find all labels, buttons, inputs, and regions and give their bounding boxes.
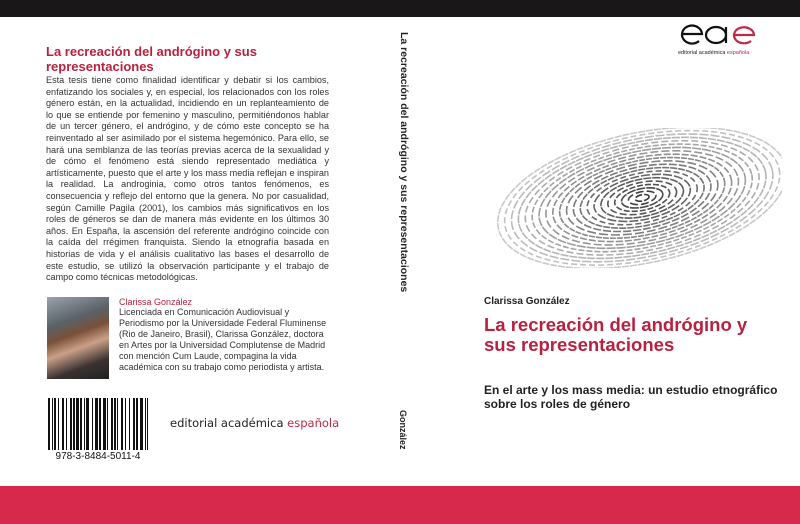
barcode-bar (147, 398, 148, 450)
fingerprint-ridge (515, 128, 770, 268)
barcode-bar (114, 398, 116, 450)
publisher-logo (678, 22, 758, 56)
fingerprint-ridge (545, 140, 740, 257)
barcode-bar (52, 398, 53, 450)
barcode-bar (58, 398, 59, 450)
fingerprint-ridge (590, 166, 695, 229)
back-publisher (170, 416, 339, 430)
barcode-bar (62, 398, 64, 450)
barcode (48, 398, 148, 450)
barcode-bar (66, 398, 67, 450)
spine-author: González (398, 410, 408, 450)
barcode-bar (92, 398, 93, 450)
barcode-bar (86, 398, 89, 450)
isbn: 978-3-8484-5011-4 (55, 451, 141, 462)
fingerprint-ridge (620, 184, 665, 211)
barcode-bar (121, 398, 123, 450)
barcode-bar (70, 398, 72, 450)
author-photo (47, 297, 109, 379)
barcode-bar (99, 398, 101, 450)
publisher-accent: española (287, 416, 340, 430)
barcode-bar (103, 398, 106, 450)
barcode-bar (117, 398, 118, 450)
fingerprint-ridge (530, 131, 755, 266)
front-subtitle: En el arte y los mass media: un estudio etnográfico sobre los roles de género (484, 383, 778, 411)
barcode-bar (145, 398, 146, 450)
spine-title: La recreación del andrógino y sus representaciones (398, 32, 410, 293)
barcode-bar (48, 398, 50, 450)
barcode-bar (140, 398, 143, 450)
logo-text-accent: española (726, 50, 750, 56)
barcode-bar (76, 398, 79, 450)
barcode-bar (125, 398, 126, 450)
barcode-bar (129, 398, 130, 450)
front-title: La recreación del andrógino y sus representaciones (484, 314, 748, 355)
back-author-name: Clarissa González (119, 297, 193, 307)
barcode-bar (73, 398, 75, 450)
barcode-bar (107, 398, 108, 450)
barcode-bar (111, 398, 113, 450)
fingerprint-ridge (635, 193, 650, 202)
bottom-band (0, 486, 800, 524)
barcode-bar (133, 398, 135, 450)
logo-text (678, 50, 758, 56)
eae-logo-icon (678, 22, 758, 46)
back-title: La recreación del andrógino y sus representaciones (46, 44, 257, 74)
publisher-main: editorial académica (170, 416, 288, 430)
front-author: Clarissa González (484, 296, 570, 307)
back-description: Esta tesis tiene como finalidad identificar y debatir si los cambios, enfatizando los sociales y, en especial, los relacionados con los roles género están, en la actualidad, incidiendo en un replanteamiento de lo que se entiende por femenino y masculino, permitiéndonos hablar de un tercer género, el andrógino, y de cómo este concepto se ha reinventado al ser asimilado por el sistema hegemónico. Para ello, se hará una semblanza de las teorías previas acerca de la sexualidad y de cómo el fenómeno está siendo representado mediática y artísticamente, puesto que el arte y los mass media reflejan e inspiran la realidad. La androginia, como otros tantos fenómenos, es consecuencia y reflejo del entorno que la genera. No por casualidad, según Camille Pagila (2001), los cambios más significativos en los roles de géneros se dan de manera más evidente en los últimos 30 años. En España, la ascensión del referente andrógino coincide con la caída del rrégimen franquista. Siendo la etnografía basada en historias de vida y el análisis cualitativo las bases el desarrollo de este estudio, se utilizó la observación participante y el trabajo de campo como técnicas metodológicas. (46, 75, 329, 283)
barcode-bar (84, 398, 85, 450)
barcode-bar (54, 398, 56, 450)
barcode-bar (136, 398, 138, 450)
fingerprint-ridge (575, 157, 710, 238)
fingerprint-ridge (507, 128, 777, 268)
logo-text-main: editorial académica (678, 50, 727, 56)
author-bio: Licenciada en Comunicación Audiovisual y Periodismo por la Universidade Federal Fluminense (Rio de Janeiro, Brasil), Clarissa González, doctora en Artes por la Universidad Complutense de Madrid con mención Cum Laude, compagina la vida académica con su trabajo como periodista y artista. (119, 307, 327, 372)
fingerprint-ridge (605, 175, 680, 220)
top-band (0, 0, 800, 17)
barcode-bar (95, 398, 98, 450)
fingerprint-image (482, 128, 782, 268)
barcode-bar (80, 398, 82, 450)
